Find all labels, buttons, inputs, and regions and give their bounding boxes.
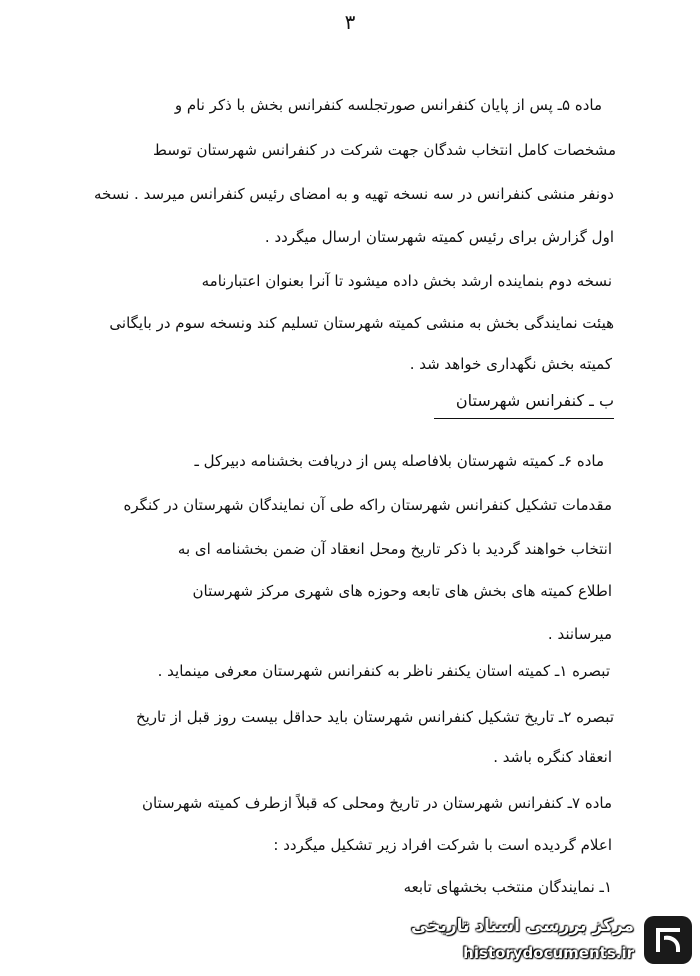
paragraph-line: نسخه دوم بنماینده ارشد بخش داده میشود تا آنرا بعنوان اعتبارنامه	[201, 272, 612, 290]
paragraph-line: میرسانند .	[547, 625, 612, 643]
paragraph-line: کمیته بخش نگهداری خواهد شد .	[409, 355, 612, 373]
section-heading: ب ـ کنفرانس شهرستان	[434, 390, 614, 419]
paragraph-line: اطلاع کمیته های بخش های تابعه وحوزه های شهری مرکز شهرستان	[192, 582, 612, 600]
page-number: ٣	[344, 10, 356, 34]
paragraph-line: تبصره ۱ـ کمیته استان یکنفر ناظر به کنفرانس شهرستان معرفی مینماید .	[157, 662, 610, 680]
watermark-url: historydocuments.ir	[463, 944, 634, 962]
paragraph-line: ماده ۷ـ کنفرانس شهرستان در تاریخ ومحلی که قبلاً ازطرف کمیته شهرستان	[141, 794, 612, 812]
paragraph-line: اعلام گردیده است با شرکت افراد زیر تشکیل میگردد :	[273, 836, 612, 854]
paragraph-line: ۱ـ نمایندگان منتخب بخشهای تابعه	[403, 878, 612, 896]
paragraph-line: اول گزارش برای رئیس کمیته شهرستان ارسال میگردد .	[264, 228, 614, 246]
paragraph-line: مقدمات تشکیل کنفرانس شهرستان راکه طی آن نمایندگان شهرستان در کنگره	[123, 496, 612, 514]
paragraph-line: دونفر منشی کنفرانس در سه نسخه تهیه و به امضای رئیس کنفرانس میرسد . نسخه	[93, 185, 614, 203]
paragraph-line: تبصره ۲ـ تاریخ تشکیل کنفرانس شهرستان باید حداقل بیست روز قبل از تاریخ	[135, 708, 614, 726]
paragraph-line: انعقاد کنگره باشد .	[493, 748, 612, 766]
watermark-title: مرکز بررسی اسناد تاریخی	[411, 916, 634, 936]
archive-logo-icon	[642, 914, 694, 966]
paragraph-line: ماده ۶ـ کمیته شهرستان بلافاصله پس از دریافت بخشنامه دبیرکل ـ	[194, 452, 604, 470]
paragraph-line: انتخاب خواهند گردید با ذکر تاریخ ومحل انعقاد آن ضمن بخشنامه ای به	[177, 540, 612, 558]
paragraph-line: هیئت نمایندگی بخش به منشی کمیته شهرستان تسلیم کند ونسخه سوم در بایگانی	[109, 314, 614, 332]
paragraph-line: مشخصات کامل انتخاب شدگان جهت شرکت در کنفرانس شهرستان توسط	[153, 141, 616, 159]
paragraph-line: ماده ۵ـ پس از پایان کنفرانس صورتجلسه کنفرانس بخش با ذکر نام و	[174, 96, 602, 114]
watermark-footer	[394, 910, 694, 970]
